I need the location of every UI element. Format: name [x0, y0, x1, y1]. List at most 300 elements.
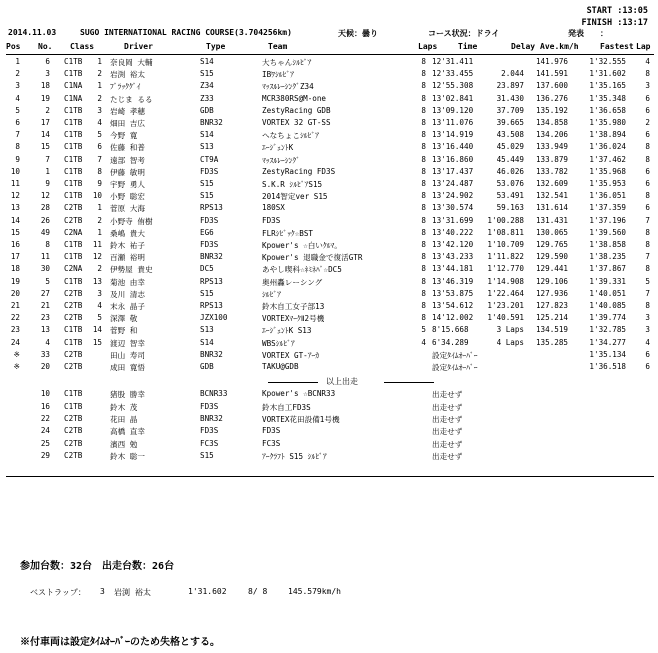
cell-lap: 3 — [645, 313, 650, 323]
cell-type: Z33 — [200, 93, 214, 103]
cell-team: WBSｼﾙﾋﾞｱ — [262, 338, 295, 348]
table-row — [6, 69, 654, 81]
table-row — [6, 94, 654, 106]
col-driver: Driver — [124, 42, 153, 51]
cell-pos: ※ — [13, 362, 20, 371]
cell-delay: 23.897 — [496, 81, 524, 91]
col-delay: Delay — [511, 42, 536, 51]
cell-cls: C1TB — [64, 179, 83, 188]
cell-cp: 13 — [92, 276, 102, 286]
cell-ave: 134.519 — [535, 325, 568, 335]
cell-no: 3 — [45, 69, 50, 79]
cell-driver: 百瀬 裕明 — [110, 253, 145, 263]
cell-cls: C2TB — [64, 362, 83, 371]
cell-team: TAKU@GDB — [262, 362, 299, 371]
cell-lap: 8 — [645, 301, 650, 310]
cell-team: VORTEX GT-ｱｰｶ — [262, 350, 320, 360]
cell-team: 鈴木自工女子部13 — [262, 302, 325, 311]
cell-time: 12'55.308 — [432, 81, 474, 91]
cell-cls: C2TB — [64, 288, 83, 298]
cell-no: 21 — [40, 301, 50, 310]
cell-pos: 7 — [15, 130, 20, 140]
cell-team: VORTEX 32 GT-SS — [262, 118, 331, 127]
cell-team: ｴｰｼﾞｪﾝﾄK S13 — [262, 326, 312, 336]
announcement: 発表 ： — [568, 29, 608, 38]
cell-ave: 131.431 — [535, 215, 568, 225]
cell-team: ZestyRacing FD3S — [262, 166, 336, 176]
finish-time: :13:17 — [617, 18, 648, 28]
cell-cls: C1TB — [64, 276, 83, 286]
cell-team: 奥州轟レーシング — [262, 277, 323, 287]
cell-delay: 45.029 — [496, 142, 524, 152]
cell-laps: 4 — [421, 337, 426, 347]
separator-line-left — [268, 382, 318, 383]
dns-row — [6, 451, 654, 463]
cell-time: 12'31.411 — [432, 57, 474, 66]
cell-cls: C1TB — [64, 69, 83, 79]
cell-lap: 6 — [645, 362, 650, 371]
table-row — [6, 264, 654, 276]
cell-fastest: 1'35.165 — [589, 81, 626, 91]
cell-laps: 8 — [421, 118, 426, 127]
cell-no: 20 — [40, 362, 50, 371]
cell-time: 13'42.120 — [432, 240, 474, 249]
cell-driver: 奈良岡 大輔 — [110, 58, 153, 67]
cell-ave: 137.600 — [535, 81, 568, 91]
footer-divider — [6, 476, 654, 477]
cell-pos: 18 — [10, 264, 20, 274]
cell-no: 30 — [40, 264, 50, 274]
cell-cls: C2TB — [64, 414, 83, 423]
col-lap: Lap — [636, 42, 651, 51]
cell-status: 出走せず — [432, 415, 463, 424]
best-lap-driver: 岩渕 裕太 — [114, 588, 151, 597]
cell-time: 14'12.002 — [432, 313, 474, 323]
cell-cls: C1TB — [64, 252, 83, 262]
cell-team: FLRｼﾋﾞｯｸ☆BST — [262, 228, 313, 238]
table-row — [6, 118, 654, 130]
cell-cp: 3 — [97, 105, 102, 115]
col-fastest: Fastest — [600, 42, 634, 51]
cell-no: 5 — [45, 276, 50, 286]
cell-pos: 10 — [10, 166, 20, 176]
cell-time: 13'24.902 — [432, 191, 474, 201]
table-row — [6, 350, 654, 362]
cell-ave: 132.541 — [535, 191, 568, 201]
cell-no: 13 — [40, 325, 50, 335]
cell-laps: 8 — [421, 203, 426, 213]
cell-driver: 猪股 勝幸 — [110, 390, 145, 400]
cell-cls: C1NA — [64, 81, 83, 91]
cell-delay: 45.449 — [496, 154, 524, 164]
cell-cls: C2TB — [64, 313, 83, 323]
cell-ave: 127.823 — [535, 301, 568, 310]
col-no: No. — [38, 42, 53, 51]
cell-laps: 8 — [421, 264, 426, 274]
cell-time: 6'34.289 — [432, 337, 469, 347]
cell-type: EG6 — [200, 227, 214, 237]
cell-cls: C1TB — [64, 105, 83, 115]
disqualification-note: ※付車両は設定ﾀｲﾑｵｰﾊﾞｰのため失格とする。 — [20, 637, 220, 648]
dns-row — [6, 414, 654, 426]
cell-type: FD3S — [200, 166, 219, 176]
table-row — [6, 191, 654, 203]
cell-cp: 2 — [97, 69, 102, 79]
cell-ave: 135.285 — [535, 337, 568, 347]
cell-cp: 1 — [97, 227, 102, 237]
separator-line-right — [384, 382, 434, 383]
cell-type: FD3S — [200, 401, 219, 411]
cell-no: 10 — [40, 389, 50, 399]
table-row — [6, 289, 654, 301]
table-row — [6, 155, 654, 167]
report-header — [8, 28, 654, 40]
table-row — [6, 338, 654, 350]
col-laps: Laps — [418, 42, 438, 51]
cell-type: S15 — [200, 451, 214, 461]
cell-no: 25 — [40, 438, 50, 448]
separator-label: 以上出走 — [326, 377, 358, 387]
cell-fastest: 1'32.785 — [589, 325, 626, 335]
table-row — [6, 167, 654, 179]
cell-team: FD3S — [262, 426, 281, 436]
cell-ave: 141.591 — [535, 69, 568, 79]
cell-laps: 8 — [421, 301, 426, 310]
cell-team: あやし喫科☆ﾈﾐﾈﾊﾞ☆DC5 — [262, 265, 342, 275]
cell-time: 13'53.875 — [432, 288, 474, 298]
finish-label: FINISH — [581, 18, 613, 28]
cell-time: 13'46.319 — [432, 276, 474, 286]
cell-pos: 2 — [15, 69, 20, 79]
cell-no: 1 — [45, 166, 50, 176]
cell-type: GDB — [200, 105, 214, 115]
cell-pos: ※ — [13, 349, 20, 359]
cell-fastest: 1'39.560 — [589, 227, 626, 237]
cell-lap: 5 — [645, 276, 650, 286]
cell-fastest: 1'36.024 — [589, 142, 626, 152]
table-row — [6, 216, 654, 228]
cell-no: 6 — [45, 57, 50, 66]
cell-delay: 1'23.201 — [487, 301, 524, 310]
cell-delay: 43.508 — [496, 130, 524, 140]
cell-delay: 1'40.591 — [487, 313, 524, 323]
cell-ave: 135.192 — [535, 105, 568, 115]
cell-ave: 131.614 — [535, 203, 568, 213]
cell-type: S14 — [200, 57, 214, 66]
cell-team: 鈴木自工FD3S — [262, 402, 311, 412]
cell-type: BNR32 — [200, 252, 223, 262]
best-lap-lap: 8/ 8 — [248, 587, 268, 596]
cell-lap: 6 — [645, 105, 650, 115]
cell-delay: 53.076 — [496, 179, 524, 188]
cell-fastest: 1'38.235 — [589, 252, 626, 262]
cell-cp: 2 — [97, 93, 102, 103]
cell-laps: 8 — [421, 227, 426, 237]
cell-lap: 7 — [645, 288, 650, 298]
cell-no: 33 — [40, 349, 50, 359]
cell-laps: 8 — [421, 240, 426, 249]
cell-cls: C1TB — [64, 401, 83, 411]
cell-delay: 3 Laps — [496, 325, 524, 335]
cell-driver: 濱西 勉 — [110, 439, 138, 449]
cell-team: Kpower's 退職金で復活GTR — [262, 253, 363, 263]
cell-fastest: 1'36.658 — [589, 105, 626, 115]
best-lap-speed: 145.579km/h — [288, 587, 341, 596]
cell-ave: 129.765 — [535, 240, 568, 249]
cell-pos: 16 — [10, 240, 20, 249]
cell-pos: 22 — [10, 313, 20, 323]
cell-time: 8'15.668 — [432, 325, 469, 335]
table-row — [6, 106, 654, 118]
cell-team: へなちょこｼﾙﾋﾞｱ — [262, 131, 319, 141]
cell-driver: 鈴木 祐子 — [110, 241, 145, 250]
cell-pos: 11 — [10, 179, 20, 188]
table-row — [6, 240, 654, 252]
cell-pos: 17 — [10, 252, 20, 262]
cell-no: 23 — [40, 313, 50, 323]
cell-no: 9 — [45, 179, 50, 188]
cell-time: 13'16.860 — [432, 154, 474, 164]
cell-fastest: 1'35.980 — [589, 118, 626, 127]
cell-type: JZX100 — [200, 313, 228, 323]
cell-pos: 24 — [10, 337, 20, 347]
cell-type: S15 — [200, 191, 214, 201]
cell-pos: 5 — [15, 105, 20, 115]
cell-delay: 1'22.464 — [487, 288, 524, 298]
cell-no: 24 — [40, 426, 50, 436]
cell-lap: 7 — [645, 252, 650, 262]
cell-fastest: 1'35.134 — [589, 349, 626, 359]
cell-pos: 6 — [15, 118, 20, 127]
cell-cls: C1TB — [64, 325, 83, 335]
cell-time: 13'31.699 — [432, 215, 474, 225]
cell-laps: 8 — [421, 57, 426, 66]
cell-cls: C2NA — [64, 264, 83, 274]
cell-no: 19 — [40, 93, 50, 103]
cell-cls: C2TB — [64, 349, 83, 359]
cell-laps: 8 — [421, 154, 426, 164]
cell-type: GDB — [200, 362, 214, 371]
cell-delay: 4 Laps — [496, 337, 524, 347]
cell-pos: 15 — [10, 227, 20, 237]
cell-status: 出走せず — [432, 439, 463, 449]
table-row — [6, 142, 654, 154]
cell-fastest: 1'32.555 — [589, 57, 626, 66]
table-row — [6, 252, 654, 264]
cell-cls: C2NA — [64, 227, 83, 237]
cell-no: 26 — [40, 215, 50, 225]
cell-no: 7 — [45, 154, 50, 164]
cell-no: 16 — [40, 401, 50, 411]
cell-cls: C2TB — [64, 301, 83, 310]
cell-cp: 7 — [97, 154, 102, 164]
cell-lap: 6 — [645, 179, 650, 188]
cell-ave: 134.858 — [535, 118, 568, 127]
cell-ave: 129.590 — [535, 252, 568, 262]
cell-cls: C1NA — [64, 93, 83, 103]
cell-delay: 39.665 — [496, 118, 524, 127]
cell-ave: 133.949 — [535, 142, 568, 152]
col-type: Type — [206, 42, 226, 51]
cell-laps: 8 — [421, 105, 426, 115]
cell-laps: 8 — [421, 69, 426, 79]
cell-lap: 8 — [645, 264, 650, 274]
cell-team: Kpower's ☆白いｸﾙﾏ。 — [262, 241, 342, 250]
cell-driver: 渡辺 智幸 — [110, 338, 145, 348]
cell-no: 8 — [45, 240, 50, 249]
cell-cp: 5 — [97, 313, 102, 323]
cell-cls: C2TB — [64, 451, 83, 461]
table-row — [6, 301, 654, 313]
cell-lap: 4 — [645, 337, 650, 347]
cell-laps: 8 — [421, 276, 426, 286]
cell-no: 11 — [40, 252, 50, 262]
cell-team: 2014智定ver S15 — [262, 192, 328, 202]
cell-type: BNR32 — [200, 414, 223, 423]
cell-type: RPS13 — [200, 203, 223, 213]
cell-time: 13'30.574 — [432, 203, 474, 213]
cell-type: FD3S — [200, 215, 219, 225]
start-time: :13:05 — [617, 6, 648, 16]
cell-cp: 5 — [97, 130, 102, 140]
best-lap-label: ベストラップ： — [30, 588, 86, 597]
cell-no: 15 — [40, 142, 50, 152]
cell-type: FD3S — [200, 240, 219, 249]
cell-time: 設定ﾀｲﾑｵｰﾊﾞｰ — [432, 363, 478, 372]
cell-pos: 13 — [10, 203, 20, 213]
cell-fastest: 1'37.462 — [589, 154, 626, 164]
cell-type: S15 — [200, 69, 214, 79]
cell-laps: 5 — [421, 325, 426, 335]
cell-time: 13'17.437 — [432, 166, 474, 176]
table-row — [6, 179, 654, 191]
cell-ave: 130.065 — [535, 227, 568, 237]
col-pos: Pos — [6, 42, 21, 51]
cell-lap: 8 — [645, 154, 650, 164]
cell-fastest: 1'35.348 — [589, 93, 626, 103]
cell-fastest: 1'35.968 — [589, 166, 626, 176]
cell-fastest: 1'40.051 — [589, 288, 626, 298]
cell-no: 4 — [45, 337, 50, 347]
cell-status: 出走せず — [432, 402, 463, 412]
table-row — [6, 228, 654, 240]
cell-lap: 6 — [645, 130, 650, 140]
cell-lap: 6 — [645, 93, 650, 103]
best-lap-time: 1'31.602 — [188, 587, 227, 596]
table-row — [6, 277, 654, 289]
start-label: START — [586, 6, 613, 16]
cell-driver: 小野寺 侑樹 — [110, 216, 153, 226]
cell-type: RPS13 — [200, 276, 223, 286]
cell-type: FC3S — [200, 438, 219, 448]
cell-type: RPS13 — [200, 301, 223, 310]
cell-type: DC5 — [200, 264, 214, 274]
cell-ave: 134.206 — [535, 130, 568, 140]
cell-delay: 1'10.709 — [487, 240, 524, 249]
cell-driver: 花田 晶 — [110, 415, 138, 424]
cell-laps: 8 — [421, 142, 426, 152]
cell-cp: 1 — [97, 57, 102, 66]
cell-laps: 8 — [421, 166, 426, 176]
course-condition: コース状況：ドライ — [428, 29, 500, 38]
cell-team: ｱｰｸﾗﾌﾄ S15 ｼﾙﾋﾞｱ — [262, 452, 327, 462]
cell-time: 設定ﾀｲﾑｵｰﾊﾞｰ — [432, 350, 478, 360]
report-date: 2014.11.03 — [8, 28, 57, 37]
cell-team: ﾏｯｽﾙﾚｰｼﾝｸﾞ — [262, 155, 300, 165]
cell-ave: 129.106 — [535, 276, 568, 286]
cell-pos: 14 — [10, 215, 20, 225]
cell-driver: 岩渕 裕太 — [110, 70, 145, 80]
cell-driver: 小野 聡宏 — [110, 192, 145, 202]
cell-laps: 8 — [421, 81, 426, 91]
cell-cp: 1 — [97, 203, 102, 213]
cell-driver: 桑嶋 貴大 — [110, 228, 145, 238]
cell-team: 大ちゃんｼﾙﾋﾞｱ — [262, 58, 312, 67]
cell-delay: 1'00.288 — [487, 215, 524, 225]
weather: 天候：曇り — [338, 29, 378, 38]
cell-status: 出走せず — [432, 452, 463, 462]
cell-cp: 15 — [92, 337, 102, 347]
cell-lap: 8 — [645, 240, 650, 249]
cell-fastest: 1'38.858 — [589, 240, 626, 249]
cell-ave: 132.609 — [535, 179, 568, 188]
cell-ave: 125.214 — [535, 313, 568, 323]
cell-lap: 6 — [645, 166, 650, 176]
cell-ave: 129.441 — [535, 264, 568, 274]
cell-fastest: 1'37.359 — [589, 203, 626, 213]
cell-cls: C1TB — [64, 57, 83, 66]
cell-status: 出走せず — [432, 427, 463, 437]
cell-delay: 2.044 — [501, 69, 524, 79]
cell-lap: 8 — [645, 227, 650, 237]
cell-type: FD3S — [200, 426, 219, 436]
cell-status: 出走せず — [432, 390, 463, 400]
cell-type: S13 — [200, 325, 214, 335]
cell-driver: 菅原 大海 — [110, 204, 145, 214]
cell-fastest: 1'37.196 — [589, 215, 626, 225]
cell-driver: 伊藤 敏明 — [110, 167, 145, 177]
cell-time: 13'40.222 — [432, 227, 474, 237]
cell-laps: 8 — [421, 93, 426, 103]
table-row — [6, 81, 654, 93]
cell-cp: 2 — [97, 215, 102, 225]
cell-driver: 高橋 直幸 — [110, 427, 145, 437]
cell-team: ｼﾙﾋﾞｱ — [262, 289, 281, 299]
cell-driver: 成田 寛悟 — [110, 363, 145, 372]
cell-fastest: 1'36.518 — [589, 362, 626, 371]
cell-cls: C2TB — [64, 203, 83, 213]
col-ave: Ave.km/h — [540, 42, 579, 51]
cell-cls: C2TB — [64, 426, 83, 436]
cell-fastest: 1'38.894 — [589, 130, 626, 140]
cell-cp: 2 — [97, 264, 102, 274]
cell-delay: 1'14.908 — [487, 276, 524, 286]
cell-team: IBﾜｼﾙﾋﾞｱ — [262, 70, 294, 80]
cell-driver: 深澤 敬 — [110, 314, 138, 324]
cell-cls: C1TB — [64, 389, 83, 399]
cell-team: VORTEXﾏｰｸⅡ2号機 — [262, 314, 325, 324]
cell-delay: 1'08.811 — [487, 227, 524, 237]
cell-pos: 4 — [15, 93, 20, 103]
cell-cp: 3 — [97, 288, 102, 298]
cell-cls: C1TB — [64, 118, 83, 127]
cell-pos: 9 — [15, 154, 20, 164]
cell-laps: 8 — [421, 288, 426, 298]
table-row — [6, 57, 654, 69]
cell-cls: C1TB — [64, 240, 83, 249]
cell-team: ﾏｯｽﾙﾚｰｼﾝｸﾞZ34 — [262, 82, 314, 92]
cell-time: 13'14.919 — [432, 130, 474, 140]
